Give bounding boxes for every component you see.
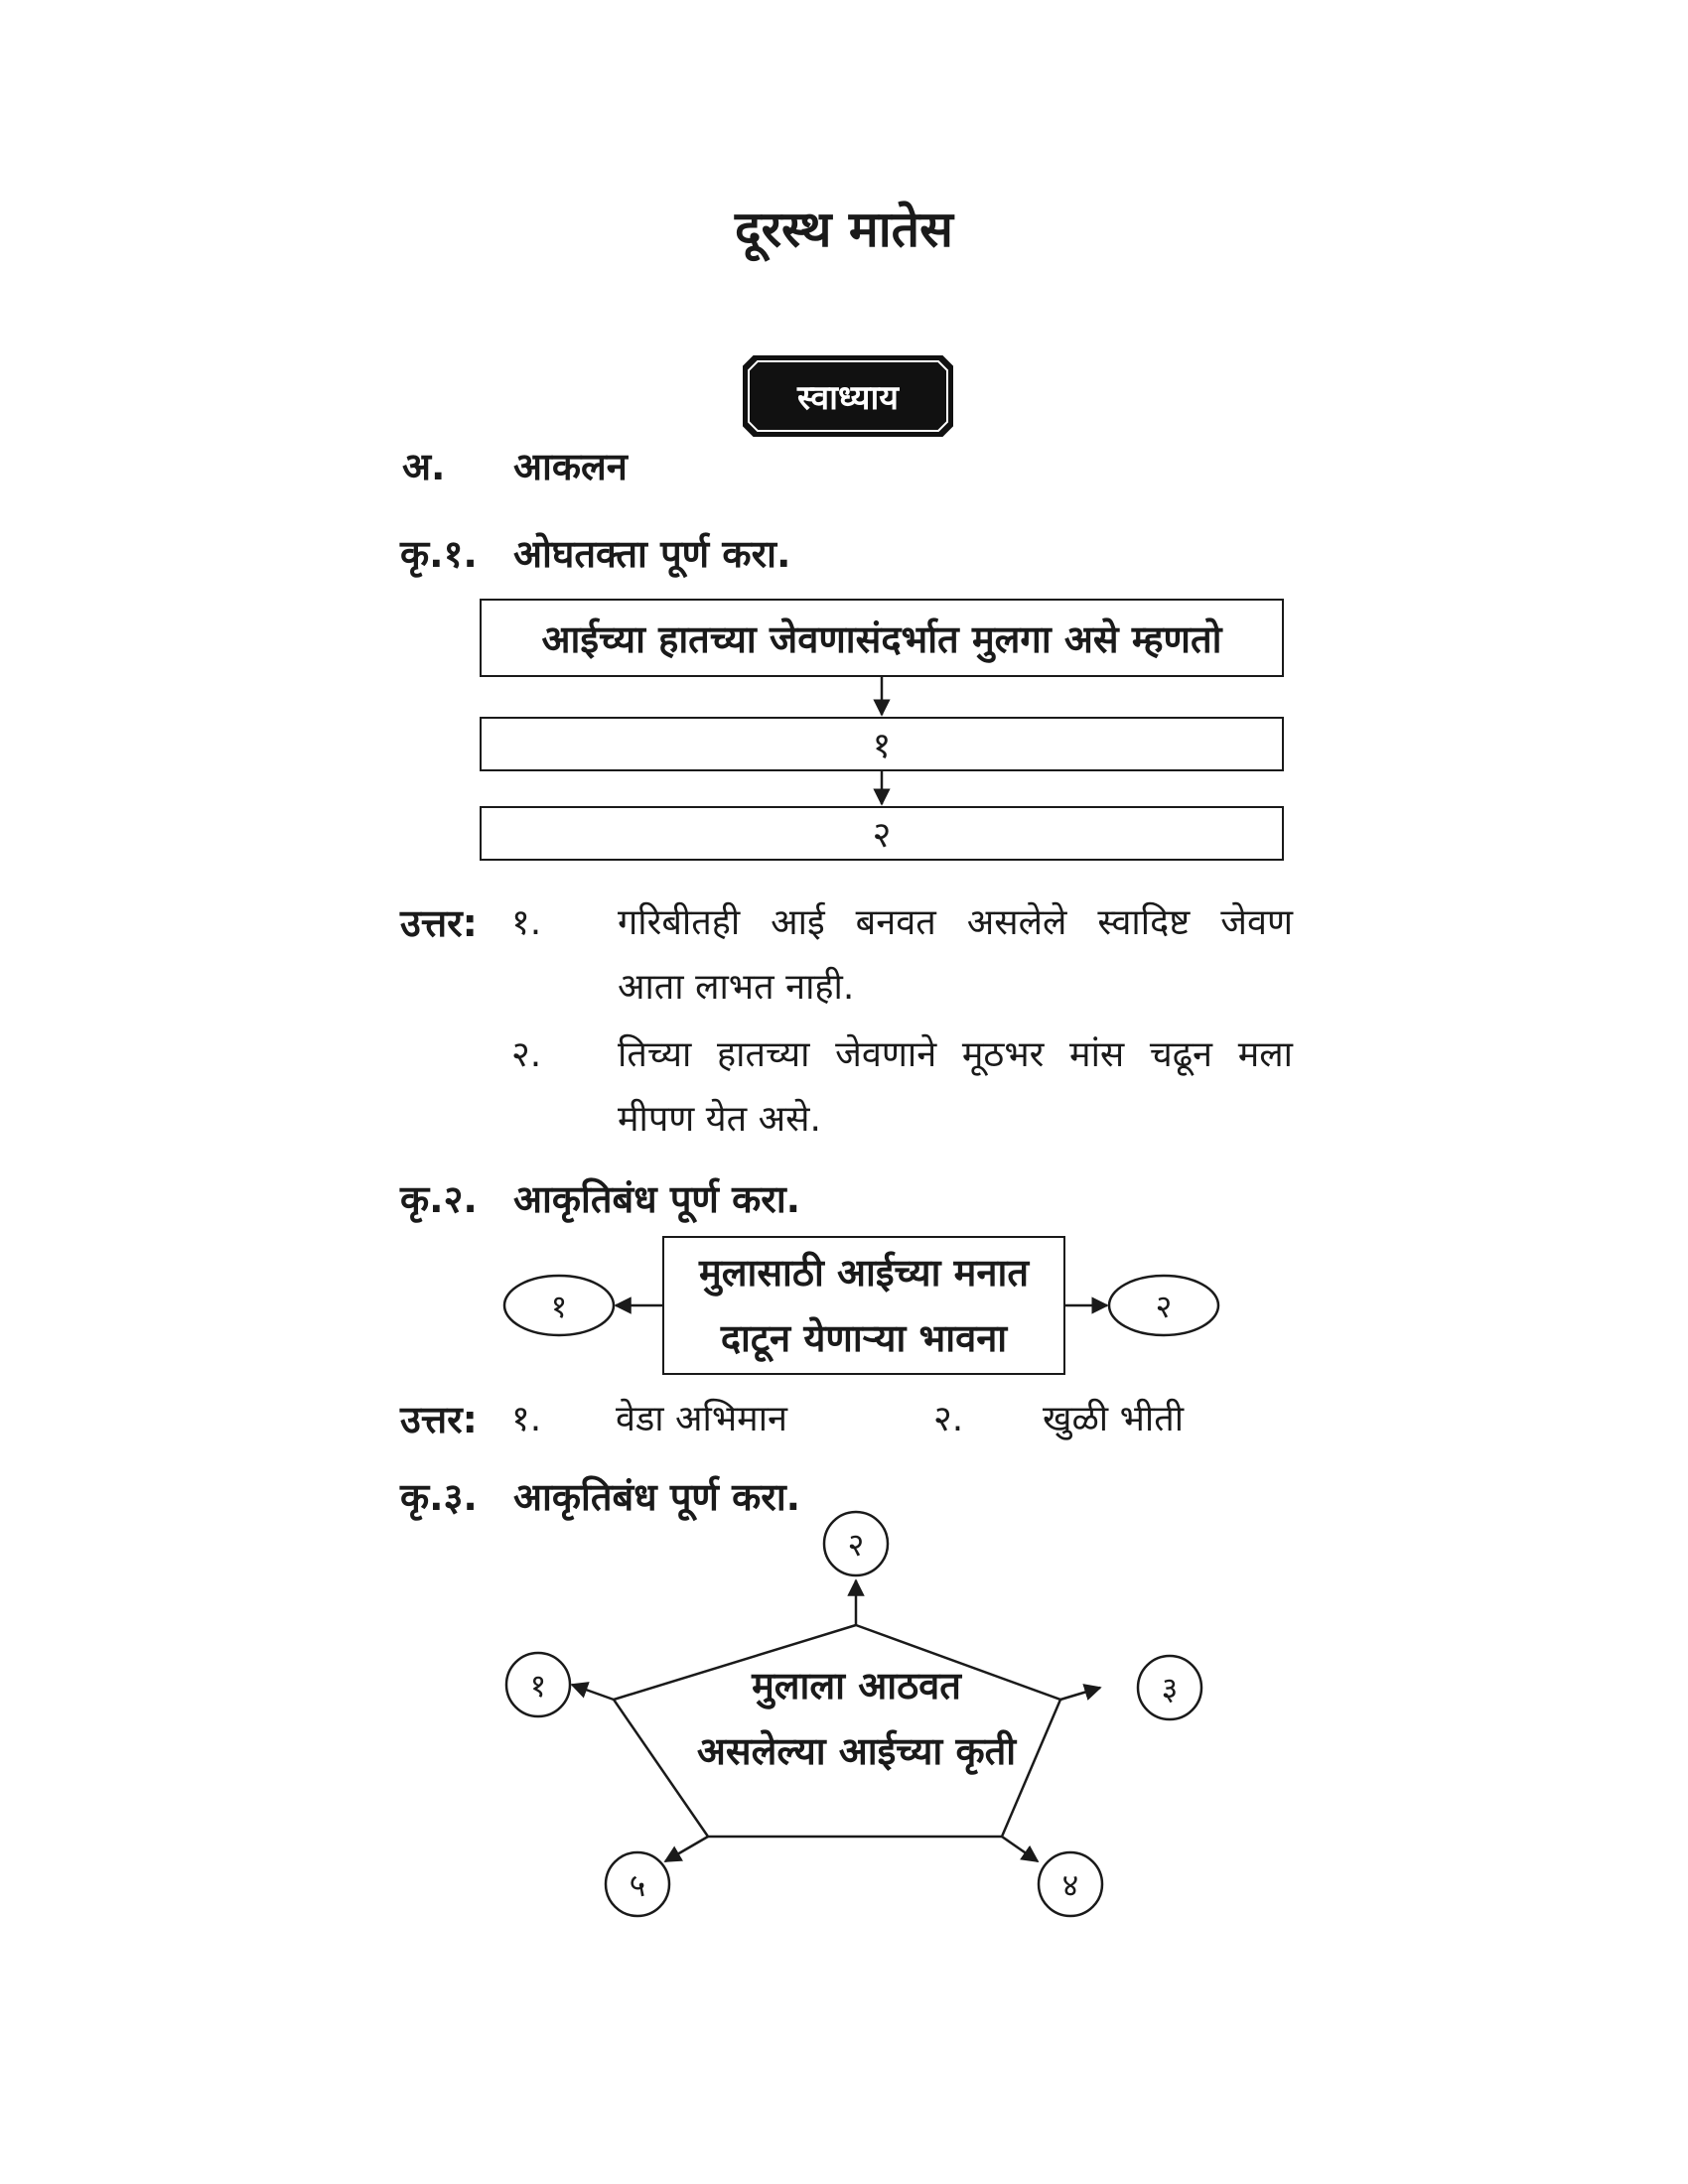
- q1-answer-label: उत्तर:: [400, 901, 478, 945]
- page-title: दूरस्थ मातेस: [735, 201, 953, 258]
- q3-center-line2: असलेल्या आईच्या कृती: [696, 1729, 1017, 1773]
- q2-answer-2-number: २.: [933, 1399, 964, 1439]
- q2-center-line2: दाटून येणाऱ्या भावना: [720, 1316, 1008, 1360]
- q2-left-oval: [504, 1276, 614, 1335]
- q1-answer-2-line2: मीपण येत असे.: [618, 1099, 821, 1140]
- q3-arrow-1: [572, 1685, 614, 1700]
- q3-circle-5-number: ५: [629, 1865, 646, 1904]
- q3-instruction: आकृतिबंध पूर्ण करा.: [513, 1475, 801, 1519]
- q1-answer-1-line2: आता लाभत नाही.: [618, 967, 855, 1008]
- q3-center-line1: मुलाला आठवत: [752, 1664, 961, 1707]
- q3-arrow-4: [1002, 1837, 1038, 1861]
- swadhyay-badge: स्वाध्याय: [797, 378, 899, 418]
- q3-circle-2-number: २: [847, 1525, 865, 1564]
- q1-answer-1-line1: गरिबीतही आई बनवत असलेले स्वादिष्ट जेवण: [618, 902, 1293, 943]
- section-name: आकलन: [513, 445, 628, 488]
- q1-flow-box-2-number: २: [872, 815, 892, 856]
- section-label: अ.: [402, 445, 446, 488]
- q3-arrow-5: [665, 1837, 708, 1861]
- q1-answer-2-number: २.: [511, 1034, 542, 1075]
- q2-left-oval-number: १: [550, 1287, 568, 1325]
- q3-circle-4-number: ४: [1061, 1865, 1079, 1904]
- q1-answer-1-number: १.: [511, 902, 542, 943]
- q2-instruction: आकृतिबंध पूर्ण करा.: [513, 1177, 801, 1221]
- q2-answer-label: उत्तर:: [400, 1398, 478, 1441]
- q1-answer-2-line1: तिच्या हातच्या जेवणाने मूठभर मांस चढून मला: [618, 1034, 1293, 1075]
- q1-flow-box-1-number: १: [872, 726, 892, 766]
- q1-instruction: ओघतक्ता पूर्ण करा.: [513, 532, 791, 576]
- q3-label: कृ.३.: [400, 1475, 478, 1519]
- q1-flow-top-text: आईच्या हातच्या जेवणासंदर्भात मुलगा असे म्हणतो: [541, 616, 1222, 661]
- q2-answer-1-number: १.: [511, 1399, 542, 1439]
- q2-right-oval: [1109, 1276, 1218, 1335]
- q2-right-oval-number: २: [1155, 1287, 1173, 1325]
- q3-circle-3-number: ३: [1161, 1669, 1179, 1707]
- q2-answer-1: वेडा अभिमान: [616, 1399, 788, 1439]
- q2-answer-2: खुळी भीती: [1043, 1399, 1185, 1439]
- q1-label: कृ.१.: [400, 532, 478, 576]
- q3-circle-1-number: १: [529, 1666, 547, 1705]
- q2-center-line1: मुलासाठी आईच्या मनात: [699, 1251, 1029, 1295]
- q2-label: कृ.२.: [400, 1177, 478, 1221]
